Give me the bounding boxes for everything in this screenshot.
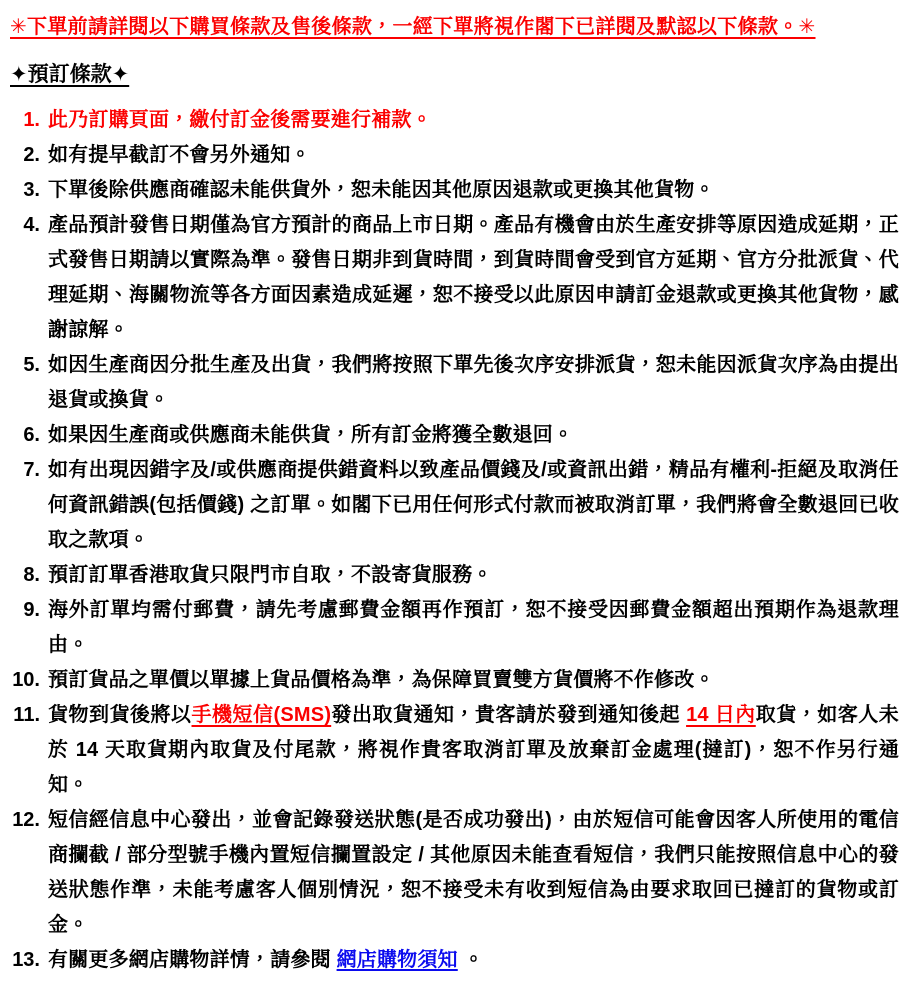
term-item-number: 10. — [12, 669, 40, 691]
term-item-number: 13. — [12, 949, 40, 971]
term-text-segment: 如果因生產商或供應商未能供貨，所有訂金將獲全數退回。 — [48, 424, 574, 446]
term-item-number: 6. — [23, 424, 40, 446]
term-item-text — [48, 943, 899, 978]
term-item-4 — [10, 208, 899, 348]
term-item-text — [48, 698, 899, 803]
term-item-text — [48, 138, 899, 173]
highlighted-term-text: 14 日內 — [686, 704, 756, 726]
term-item-number: 11. — [13, 704, 40, 726]
term-item-number: 9. — [23, 599, 40, 621]
terms-list — [10, 103, 899, 978]
term-text-segment: 發出取貨通知，貴客請於發到通知後起 — [331, 704, 687, 726]
term-text-segment: 有關更多網店購物詳情，請參閱 — [48, 949, 337, 971]
term-item-number: 12. — [12, 809, 40, 831]
term-item-7 — [10, 453, 899, 558]
term-item-number: 1. — [23, 109, 40, 131]
term-item-number: 7. — [23, 459, 40, 481]
term-item-text — [48, 663, 899, 698]
term-item-text — [48, 803, 899, 943]
term-item-text — [48, 418, 899, 453]
term-item-9 — [10, 593, 899, 663]
term-text-segment: 海外訂單均需付郵費，請先考慮郵費金額再作預訂，恕不接受因郵費金額超出預期作為退款理由。 — [48, 599, 899, 656]
term-item-5 — [10, 348, 899, 418]
term-item-text — [48, 348, 899, 418]
term-item-number: 4. — [23, 214, 40, 236]
term-item-1 — [10, 103, 899, 138]
term-text-segment: 。 — [457, 949, 484, 971]
term-item-text — [48, 173, 899, 208]
term-item-text — [48, 558, 899, 593]
pre-order-terms-heading: ✦預訂條款✦ — [10, 63, 130, 86]
term-item-text — [48, 593, 899, 663]
term-text-segment: 如因生產商因分批生產及出貨，我們將按照下單先後次序安排派貨，恕未能因派貨次序為由提出退貨或換貨。 — [48, 354, 899, 411]
term-text-segment: 預訂訂單香港取貨只限門市自取，不設寄貨服務。 — [48, 564, 493, 586]
term-item-number: 5. — [23, 354, 40, 376]
term-item-8 — [10, 558, 899, 593]
term-item-text — [48, 103, 899, 138]
term-item-11 — [10, 698, 899, 803]
highlighted-term-text: 手機短信(SMS) — [191, 704, 332, 726]
term-item-text — [48, 453, 899, 558]
term-text-segment: 取貨，如客人未於 14 天取貨期內取貨及付尾款，將視作貴客取消訂單及放棄訂金處理(撻訂)，恕不作另行通知。 — [48, 704, 899, 796]
term-item-text — [48, 208, 899, 348]
term-item-3 — [10, 173, 899, 208]
term-item-number: 8. — [23, 564, 40, 586]
term-text-segment: 預訂貨品之單價以單據上貨品價格為準，為保障買賣雙方貨價將不作修改。 — [48, 669, 715, 691]
term-text-segment: 如有提早截訂不會另外通知。 — [48, 144, 311, 166]
term-item-number: 2. — [23, 144, 40, 166]
term-text-segment: 貨物到貨後將以 — [48, 704, 192, 726]
term-item-number: 3. — [23, 179, 40, 201]
term-item-12 — [10, 803, 899, 943]
store-shopping-guide-link[interactable]: 網店購物須知 — [336, 949, 458, 971]
term-text-segment: 如有出現因錯字及/或供應商提供錯資料以致產品價錢及/或資訊出錯，精品有權利-拒絕及取消任何資訊錯誤(包括價錢) 之訂單。如閣下已用任何形式付款而被取消訂單，我們將會全數退回已收取之款項。 — [48, 459, 899, 551]
term-text-segment: 短信經信息中心發出，並會記錄發送狀態(是否成功發出)，由於短信可能會因客人所使用的電信商攔截 / 部分型號手機內置短信攔置設定 / 其他原因未能查看短信，我們只能按照信息中心的發送狀態作準，未能考慮客人個別情況，恕不接受未有收到短信為由要求取回已撻訂的貨物或訂金。 — [48, 809, 899, 936]
term-item-13 — [10, 943, 899, 978]
term-text-segment: 產品預計發售日期僅為官方預計的商品上市日期。產品有機會由於生產安排等原因造成延期，正式發售日期請以實際為準。發售日期非到貨時間，到貨時間會受到官方延期、官方分批派貨、代理延期、海關物流等各方面因素造成延遲，恕不接受以此原因申請訂金退款或更換其他貨物，感謝諒解。 — [48, 214, 899, 341]
pre-order-warning-notice: ✳下單前請詳閱以下購買條款及售後條款，一經下單將視作閣下已詳閱及默認以下條款。✳ — [10, 16, 816, 38]
term-item-2 — [10, 138, 899, 173]
term-text-segment: 此乃訂購頁面，繳付訂金後需要進行補款。 — [48, 109, 432, 131]
term-text-segment: 下單後除供應商確認未能供貨外，恕未能因其他原因退款或更換其他貨物。 — [48, 179, 715, 201]
term-item-10 — [10, 663, 899, 698]
term-item-6 — [10, 418, 899, 453]
